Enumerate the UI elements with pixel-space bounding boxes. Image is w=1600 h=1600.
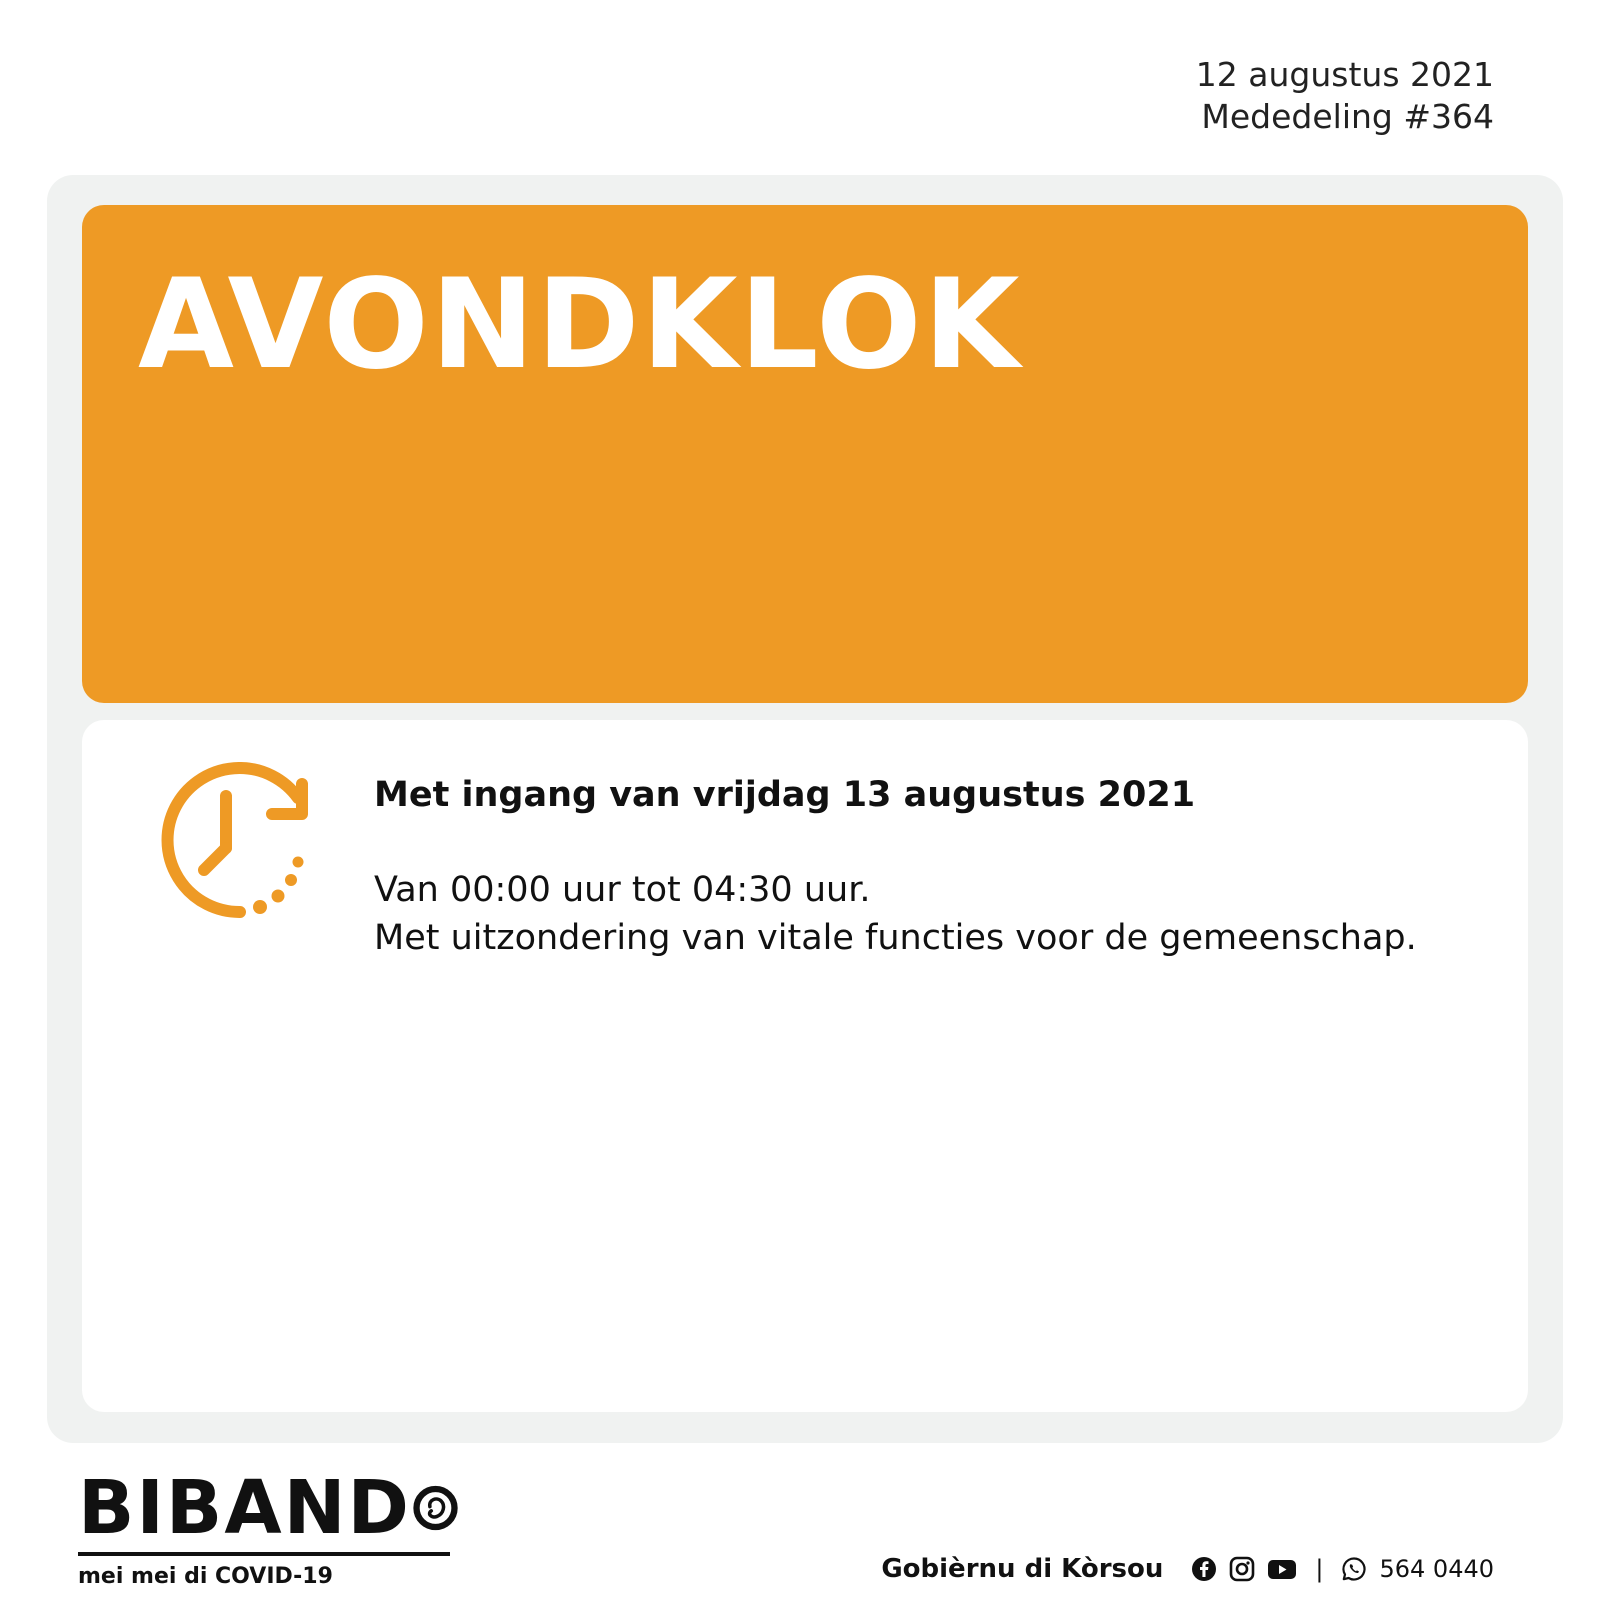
logo-o-mark-icon (413, 1476, 458, 1540)
notice-date: 12 augustus 2021 (1195, 55, 1494, 94)
notice-number: Mededeling #364 (1201, 97, 1494, 136)
government-name: Gobièrnu di Kòrsou (881, 1554, 1164, 1584)
bibando-logo (78, 1465, 458, 1589)
facebook-icon[interactable] (1191, 1556, 1217, 1582)
content-panel (82, 720, 1528, 1412)
logo-tagline: mei mei di COVID-19 (78, 1564, 333, 1589)
logo-divider (78, 1552, 450, 1556)
curfew-text (374, 772, 1494, 962)
effective-date: Met ingang van vrijdag 13 augustus 2021 (374, 775, 1196, 815)
footer-separator: | (1315, 1555, 1324, 1583)
curfew-hours: Van 00:00 uur tot 04:30 uur. (374, 870, 871, 910)
title-banner (82, 205, 1528, 703)
curfew-exception: Met uitzondering van vitale functies voor de gemeenschap. (374, 918, 1417, 958)
logo-wordmark (78, 1465, 458, 1551)
clock-refresh-icon (148, 762, 318, 932)
whatsapp-icon[interactable] (1341, 1556, 1367, 1582)
banner-title: AVONDKLOK (138, 253, 1022, 397)
footer-contacts (881, 1554, 1494, 1584)
logo-word-text: BIBAND (78, 1465, 411, 1551)
notice-meta (1196, 54, 1494, 138)
instagram-icon[interactable] (1229, 1556, 1255, 1582)
whatsapp-number[interactable]: 564 0440 (1379, 1555, 1494, 1583)
curfew-details (374, 866, 1494, 962)
youtube-icon[interactable] (1267, 1556, 1297, 1582)
